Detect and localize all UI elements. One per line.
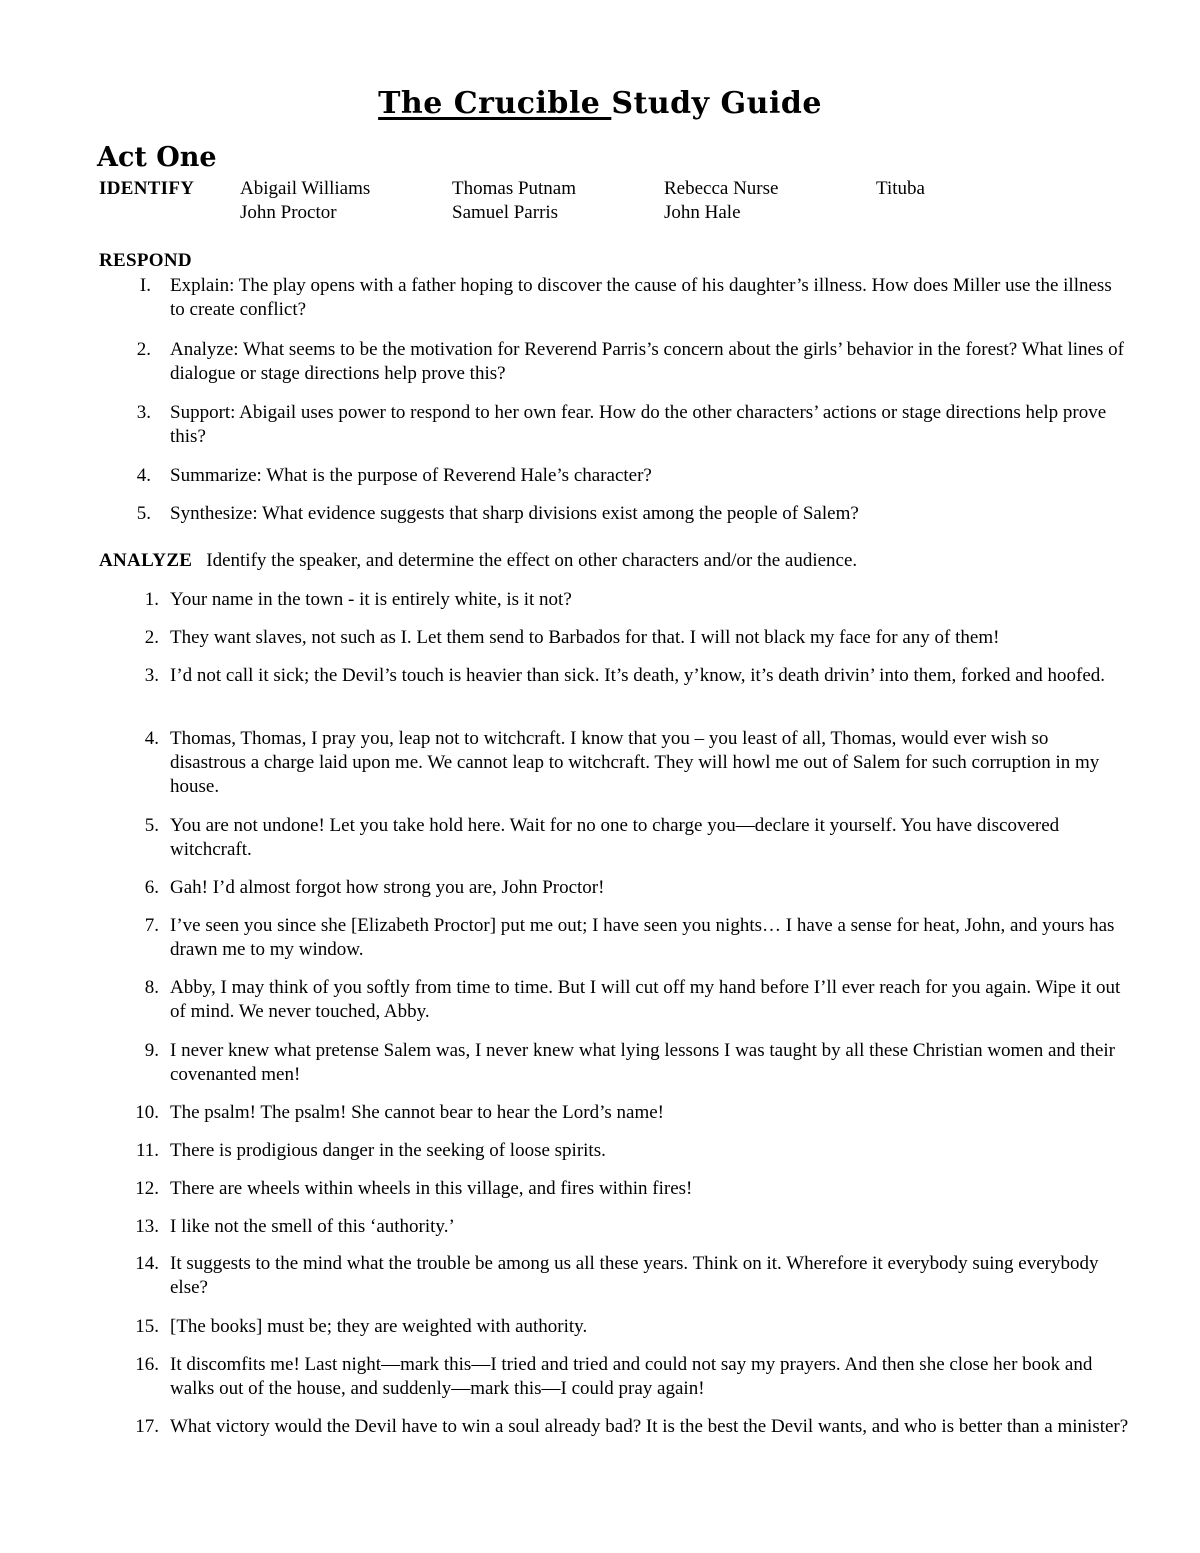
respond-item — [99, 502, 1129, 526]
item-text: I’ve seen you since she [Elizabeth Proctor] put me out; I have seen you nights… I have a sense for heat, John, and yours has drawn me to my window. — [170, 915, 1115, 960]
analyze-label: ANALYZE — [99, 550, 193, 571]
identify-name: Thomas Putnam — [452, 178, 577, 199]
analyze-item — [99, 914, 1129, 962]
item-number: 16. — [135, 1354, 159, 1375]
analyze-item — [99, 1353, 1129, 1401]
item-number: 3. — [136, 402, 151, 423]
title-rest: Study Guide — [611, 86, 822, 121]
item-number: 4. — [136, 465, 151, 486]
identify-name: Samuel Parris — [452, 202, 559, 223]
identify-name: John Hale — [664, 202, 741, 223]
item-number: 13. — [135, 1216, 159, 1237]
analyze-item — [99, 1415, 1129, 1439]
item-number: 14. — [135, 1253, 159, 1274]
item-text: It suggests to the mind what the trouble be among us all these years. Think on it. Wherefore it everybody suing everybody else? — [170, 1253, 1099, 1298]
item-text: The psalm! The psalm! She cannot bear to hear the Lord’s name! — [170, 1102, 665, 1123]
item-number: 7. — [144, 915, 159, 936]
item-number: 5. — [136, 503, 151, 524]
item-number: 2. — [136, 339, 151, 360]
analyze-item — [99, 1215, 1129, 1239]
act-heading: Act One — [97, 142, 217, 173]
item-text: There is prodigious danger in the seeking of loose spirits. — [170, 1140, 606, 1161]
analyze-item — [99, 588, 1129, 612]
analyze-instruction: Identify the speaker, and determine the effect on other characters and/or the audience. — [206, 550, 858, 571]
analyze-item — [99, 1252, 1129, 1300]
item-text: Support: Abigail uses power to respond to her own fear. How do the other characters’ actions or stage directions help prove this? — [170, 402, 1107, 447]
item-text: Abby, I may think of you softly from time to time. But I will cut off my hand before I’ll ever reach for you again. Wipe it out of mind. We never touched, Abby. — [170, 977, 1121, 1022]
item-number: 3. — [144, 665, 159, 686]
analyze-item — [99, 814, 1129, 862]
item-text: I’d not call it sick; the Devil’s touch is heavier than sick. It’s death, y’know, it’s death drivin’ into them, forked and hoofed. — [170, 665, 1105, 686]
analyze-item — [99, 1139, 1129, 1163]
item-text: What victory would the Devil have to win a soul already bad? It is the best the Devil wants, and who is better than a minister? — [170, 1416, 1129, 1437]
analyze-item — [99, 727, 1129, 799]
identify-name: Tituba — [876, 178, 925, 199]
analyze-item — [99, 1101, 1129, 1125]
item-number: 12. — [135, 1178, 159, 1199]
respond-item — [99, 274, 1129, 322]
analyze-item — [99, 1039, 1129, 1087]
item-number: 8. — [144, 977, 159, 998]
analyze-item — [99, 664, 1129, 688]
item-number: 15. — [135, 1316, 159, 1337]
identify-name: John Proctor — [240, 202, 337, 223]
item-number: 1. — [144, 589, 159, 610]
item-text: There are wheels within wheels in this village, and fires within fires! — [170, 1178, 693, 1199]
respond-label: RESPOND — [99, 250, 192, 271]
respond-item — [99, 464, 1129, 488]
analyze-item — [99, 1315, 1129, 1339]
item-text: Gah! I’d almost forgot how strong you are, John Proctor! — [170, 877, 605, 898]
item-text: They want slaves, not such as I. Let them send to Barbados for that. I will not black my face for any of them! — [170, 627, 1000, 648]
item-number: I. — [139, 275, 151, 296]
page-title — [0, 86, 1200, 121]
analyze-item — [99, 976, 1129, 1024]
item-text: Analyze: What seems to be the motivation for Reverend Parris’s concern about the girls’ behavior in the forest? What lines of dialogue or stage directions help prove this? — [170, 339, 1124, 384]
item-number: 9. — [144, 1040, 159, 1061]
item-number: 6. — [144, 877, 159, 898]
analyze-item — [99, 876, 1129, 900]
analyze-item — [99, 626, 1129, 650]
analyze-item — [99, 1177, 1129, 1201]
item-text: Synthesize: What evidence suggests that sharp divisions exist among the people of Salem? — [170, 503, 859, 524]
item-number: 4. — [144, 728, 159, 749]
item-text: Your name in the town - it is entirely white, is it not? — [170, 589, 572, 610]
item-text: You are not undone! Let you take hold here. Wait for no one to charge you—declare it yourself. You have discovered witchcraft. — [170, 815, 1060, 860]
item-text: Explain: The play opens with a father hoping to discover the cause of his daughter’s illness. How does Miller use the illness to create conflict? — [170, 275, 1112, 320]
identify-name: Rebecca Nurse — [664, 178, 779, 199]
item-number: 17. — [135, 1416, 159, 1437]
identify-label: IDENTIFY — [99, 178, 195, 199]
item-text: Summarize: What is the purpose of Reverend Hale’s character? — [170, 465, 652, 486]
title-underlined: The Crucible — [378, 86, 612, 121]
respond-item — [99, 401, 1129, 449]
analyze-header — [99, 550, 857, 572]
item-text: I like not the smell of this ‘authority.’ — [170, 1216, 455, 1237]
respond-item — [99, 338, 1129, 386]
item-number: 10. — [135, 1102, 159, 1123]
item-number: 11. — [135, 1140, 159, 1161]
item-text: [The books] must be; they are weighted with authority. — [170, 1316, 588, 1337]
item-number: 2. — [144, 627, 159, 648]
item-number: 5. — [144, 815, 159, 836]
item-text: It discomfits me! Last night—mark this—I tried and tried and could not say my prayers. And then she close her book and walks out of the house, and suddenly—mark this—I could pray again! — [170, 1354, 1093, 1399]
item-text: Thomas, Thomas, I pray you, leap not to witchcraft. I know that you – you least of all, Thomas, would ever wish so disastrous a charge laid upon me. We cannot leap to witchcraft. They will howl me out of Salem for such corruption in my house. — [170, 728, 1100, 797]
identify-name: Abigail Williams — [240, 178, 371, 199]
item-text: I never knew what pretense Salem was, I never knew what lying lessons I was taught by all these Christian women and their covenanted men! — [170, 1040, 1115, 1085]
